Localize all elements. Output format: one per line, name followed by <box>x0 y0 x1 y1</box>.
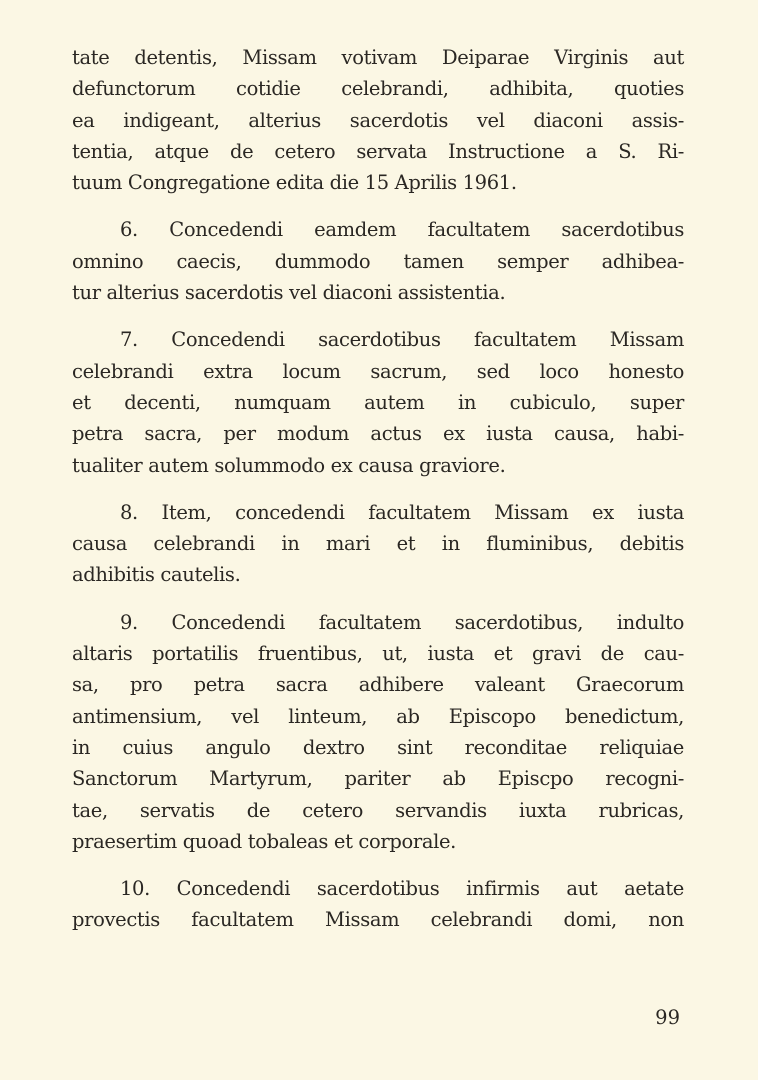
text-line: sa, pro petra sacra adhibere valeant Graecorum <box>72 673 684 697</box>
text-line: adhibitis cautelis. <box>72 563 241 587</box>
paragraph-item-7 <box>72 324 684 480</box>
paragraph-item-9 <box>72 607 684 857</box>
text-line: 6. Concedendi eamdem facultatem sacerdotibus <box>120 218 684 242</box>
text-line: praesertim quoad tobaleas et corporale. <box>72 829 457 853</box>
text-line: in cuius angulo dextro sint reconditae reliquiae <box>72 735 684 759</box>
paragraph-item-6 <box>72 214 684 308</box>
text-line: defunctorum cotidie celebrandi, adhibita, quoties <box>72 77 684 101</box>
text-line: 9. Concedendi facultatem sacerdotibus, indulto <box>120 610 684 634</box>
text-line: causa celebrandi in mari et in fluminibus, debitis <box>72 532 684 556</box>
paragraph-continuation <box>72 42 684 198</box>
text-line: tur alterius sacerdotis vel diaconi assistentia. <box>72 281 506 305</box>
text-line: celebrandi extra locum sacrum, sed loco honesto <box>72 359 684 383</box>
text-line: tualiter autem solummodo ex causa graviore. <box>72 453 506 477</box>
text-line: tate detentis, Missam votivam Deiparae Virginis aut <box>72 46 684 69</box>
text-line: et decenti, numquam autem in cubiculo, super <box>72 390 684 414</box>
text-line: 10. Concedendi sacerdotibus infirmis aut aetate <box>120 877 684 901</box>
paragraph-item-8 <box>72 497 684 591</box>
page-body <box>72 42 684 952</box>
text-line: ea indigeant, alterius sacerdotis vel diaconi assis- <box>72 108 684 132</box>
text-line: 8. Item, concedendi facultatem Missam ex iusta <box>120 500 684 524</box>
text-line: tae, servatis de cetero servandis iuxta rubricas, <box>72 798 684 822</box>
paragraph-item-10 <box>72 873 684 936</box>
text-line: Sanctorum Martyrum, pariter ab Episcpo recogni- <box>72 767 684 791</box>
text-line: altaris portatilis fruentibus, ut, iusta et gravi de cau- <box>72 642 684 666</box>
text-line: 7. Concedendi sacerdotibus facultatem Missam <box>120 328 684 352</box>
text-line: antimensium, vel linteum, ab Episcopo benedictum, <box>72 704 684 728</box>
page-number: 99 <box>655 1006 680 1029</box>
text-line: tentia, atque de cetero servata Instructione a S. Ri- <box>72 139 684 163</box>
text-line: tuum Congregatione edita die 15 Aprilis 1961. <box>72 171 517 195</box>
text-line: provectis facultatem Missam celebrandi domi, non <box>72 908 684 932</box>
text-line: petra sacra, per modum actus ex iusta causa, habi- <box>72 422 684 446</box>
text-line: omnino caecis, dummodo tamen semper adhibea- <box>72 249 684 273</box>
